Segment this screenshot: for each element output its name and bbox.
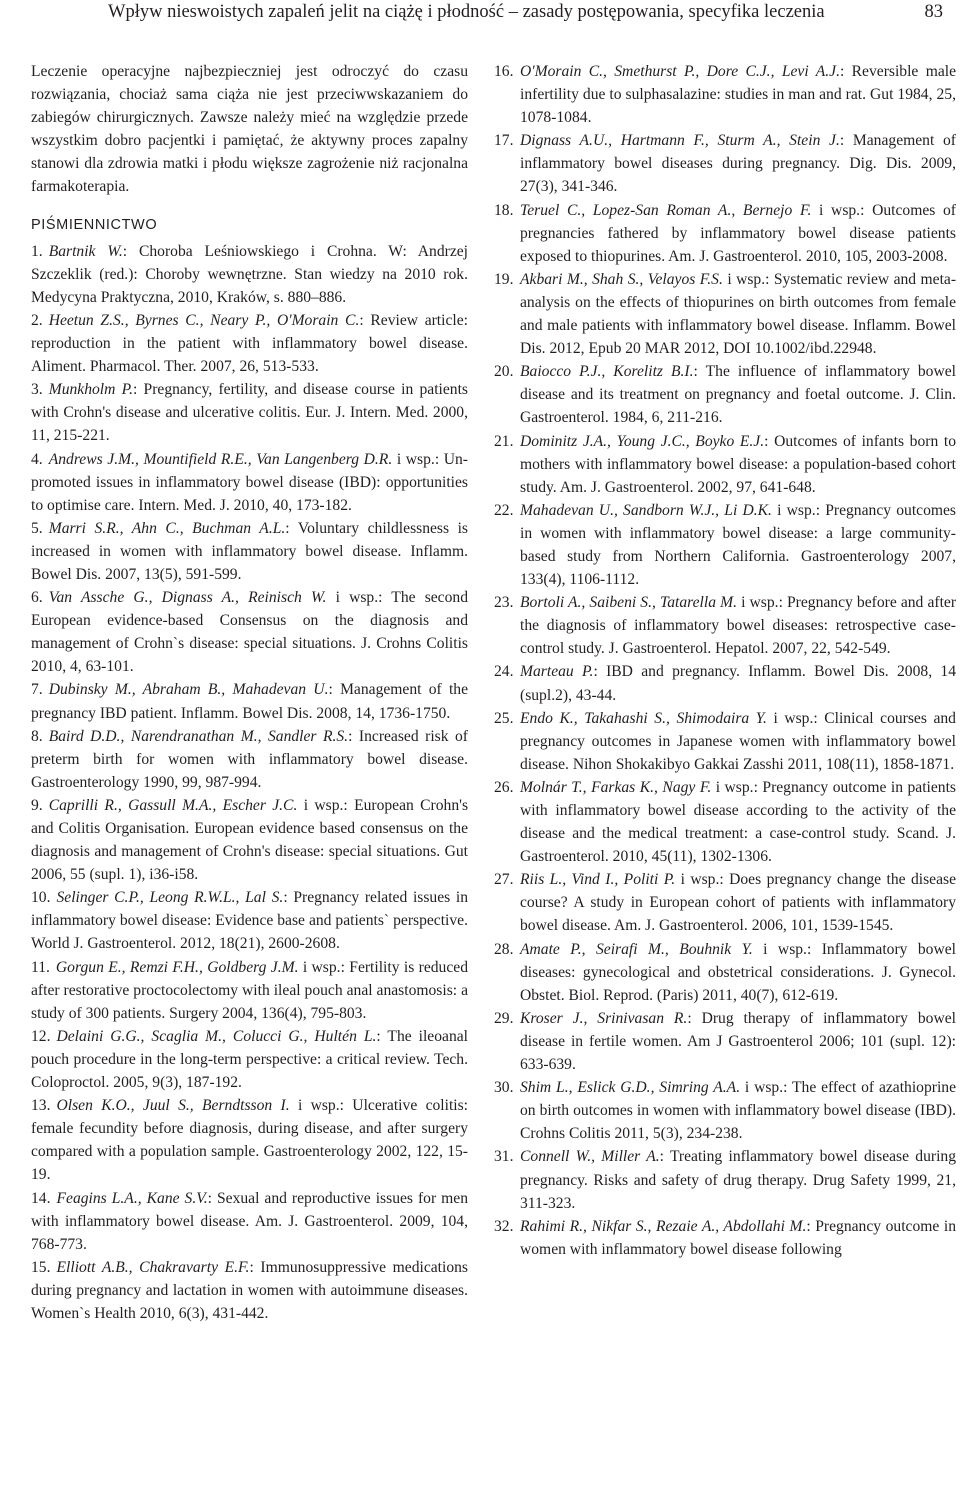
reference-authors-suffix: i wsp.	[737, 594, 779, 612]
reference-number: 30.	[494, 1079, 514, 1097]
reference-number: 3.	[31, 381, 43, 399]
reference-authors: Munkholm P.	[48, 381, 134, 399]
reference-text: : European Crohn's and Colitis Organisation. European evidence based consensus on the diagnosis and management of Crohn's disease: special situations. Gut 2006, 55 (supl. 1), i36-i58.	[31, 796, 469, 884]
reference-item	[494, 1007, 956, 1076]
reference-item	[494, 776, 956, 868]
reference-text: : Fertility is reduced after restorative proctocolectomy with ileal pouch anal anastomosis: a study of 300 patients. Surgery 2004, 136(4), 795-803.	[31, 958, 468, 1022]
reference-authors-suffix: i wsp.	[289, 1097, 340, 1115]
reference-item	[494, 660, 956, 706]
reference-authors: O'Morain C., Smethurst P., Dore C.J., Levi A.J.	[520, 63, 840, 80]
reference-authors: Connell W., Miller A.	[520, 1148, 660, 1166]
reference-text: : Pregnancy, fertility, and disease course in patients with Crohn's disease and ulcerative colitis. Eur. J. Intern. Med. 2000, 11, 215-221.	[31, 381, 468, 445]
reference-text: : Pregnancy outcome in women with inflammatory bowel disease following	[520, 1217, 956, 1258]
reference-number: 5.	[31, 519, 43, 537]
reference-text: : Pregnancy outcomes in women with inflammatory bowel disease: a large community-based study from Northern California. Gastroenterology 2007, 133(4), 1106-1112.	[520, 501, 956, 589]
reference-authors: Riis L., Vind I., Politi P.	[520, 871, 676, 889]
reference-item	[494, 360, 956, 429]
reference-authors: Kroser J., Srinivasan R.	[520, 1009, 688, 1027]
reference-authors-suffix: i wsp.	[771, 501, 816, 519]
reference-authors: Mahadevan U., Sandborn W.J., Li D.K.	[520, 501, 772, 519]
reference-authors-suffix: i wsp.	[811, 201, 861, 219]
reference-authors: Teruel C., Lopez-San Roman A., Bernejo F.	[520, 201, 812, 219]
reference-item	[31, 725, 468, 794]
reference-authors: Andrews J.M., Mountifield R.E., Van Langenberg D.R.	[48, 450, 393, 468]
reference-number: 12.	[31, 1027, 51, 1045]
reference-number: 4.	[31, 450, 43, 468]
reference-text: : IBD and pregnancy. Inflamm. Bowel Dis. 2008, 14 (supl.2), 43-44.	[520, 663, 957, 704]
right-column	[494, 60, 956, 1261]
running-header-title: Wpływ nieswoistych zapaleń jelit na ciążę i płodność – zasady postępowania, specyfika leczenia	[108, 2, 825, 22]
reference-authors: Amate P., Seirafi M., Bouhnik Y.	[520, 940, 753, 958]
reference-item	[494, 499, 956, 591]
reference-item	[494, 430, 956, 499]
reference-text: : Ulcerative colitis: female fecundity before diagnosis, during disease, and after surgery compared with a population sample. Gastroenterology 2002, 122, 15-19.	[31, 1097, 469, 1184]
reference-authors: Van Assche G., Dignass A., Reinisch W.	[48, 589, 327, 607]
reference-item	[494, 591, 956, 660]
reference-authors: Marteau P.	[520, 663, 594, 681]
reference-number: 14.	[31, 1189, 51, 1207]
reference-authors: Feagins L.A., Kane S.V.	[56, 1189, 208, 1207]
reference-text: : Pregnancy related issues in inflammatory bowel disease: Evidence base and patients` perspective. World J. Gastroenterol. 2012, 18(21), 2600-2608.	[31, 889, 469, 953]
reference-number: 2.	[31, 311, 43, 329]
reference-authors-suffix: i wsp.	[752, 940, 807, 958]
reference-authors: Molnár T., Farkas K., Nagy F.	[520, 778, 712, 796]
reference-text: : The second European evidence-based Consensus on the diagnosis and management of Crohn`s disease: special situations. J. Crohns Colitis 2010, 4, 63-101.	[31, 589, 468, 676]
reference-item	[31, 678, 468, 724]
reference-authors-suffix: i wsp.	[711, 778, 754, 796]
reference-text: : Clinical courses and pregnancy outcomes in Japanese women with inflammatory bowel disease. Nihon Shokakibyo Gakkai Zasshi 2011, 108(11), 1858-1871.	[520, 709, 956, 773]
reference-number: 16.	[494, 63, 514, 80]
intro-paragraph: Leczenie operacyjne najbezpieczniej jest odroczyć do czasu rozwiązania, chociaż sama ciąża nie jest przeciwwskazaniem do zabiegów chirurgicznych. Zawsze należy mieć na względzie przede wszystkim dobro pacjentki i pamiętać, że aktywny proces zapalny stanowi dla zdrowia matki i płodu większe zagrożenie niż racjonalna farmakoterapia.	[31, 63, 468, 196]
reference-number: 23.	[494, 594, 514, 612]
reference-item	[494, 129, 956, 198]
reference-number: 8.	[31, 727, 43, 745]
reference-text: : Un-promoted issues in inflammatory bowel disease (IBD): opportunities to optimise care. Intern. Med. J. 2010, 40, 173-182.	[31, 450, 469, 514]
reference-authors: Akbari M., Shah S., Velayos F.S.	[520, 270, 723, 288]
reference-authors-suffix: i wsp.	[740, 1079, 784, 1097]
reference-authors: Shim L., Eslick G.D., Simring A.A.	[520, 1079, 741, 1097]
reference-item	[494, 199, 956, 268]
section-heading-references: PIŚMIENNICTWO	[31, 216, 158, 233]
reference-number: 32.	[494, 1217, 514, 1235]
reference-item	[494, 1145, 956, 1214]
reference-text: : Immunosuppressive medications during pregnancy and lactation in women with autoimmune diseases. Women`s Health 2010, 6(3), 431-442.	[31, 1258, 468, 1322]
reference-authors-suffix: i wsp.	[298, 958, 341, 976]
reference-item	[31, 1094, 468, 1186]
reference-number: 6.	[31, 589, 43, 607]
reference-text: : Sexual and reproductive issues for men with inflammatory bowel disease. Am. J. Gastroenterol. 2009, 104, 768-773.	[31, 1189, 469, 1253]
reference-authors: Dignass A.U., Hartmann F., Sturm A., Stein J.	[520, 132, 840, 150]
reference-item	[31, 378, 468, 447]
reference-item	[494, 707, 956, 776]
reference-text: : Choroba Leśniowskiego i Crohna. W: Andrzej Szczeklik (red.): Choroby wewnętrzne. Stan wiedzy na 2010 rok. Medycyna Praktyczna, 2010, Kraków, s. 880–886.	[31, 242, 468, 306]
reference-text: : Voluntary childlessness is increased in women with inflammatory bowel disease. Inflamm. Bowel Dis. 2007, 13(5), 591-599.	[31, 519, 468, 583]
reference-number: 31.	[494, 1148, 514, 1166]
reference-item	[31, 886, 468, 955]
page-number: 83	[924, 2, 943, 22]
reference-number: 27.	[494, 871, 514, 889]
reference-authors-suffix: i wsp.	[675, 871, 720, 889]
reference-number: 17.	[494, 132, 514, 150]
reference-authors: Bortoli A., Saibeni S., Tatarella M.	[520, 594, 738, 612]
left-column	[31, 60, 468, 1325]
reference-item	[31, 1025, 468, 1094]
reference-text: : Management of inflammatory bowel diseases during pregnancy. Dig. Dis. 2009, 27(3), 341-346.	[520, 132, 956, 196]
reference-authors: Elliott A.B., Chakravarty E.F.	[56, 1258, 250, 1276]
reference-number: 13.	[31, 1097, 51, 1115]
reference-text: : The influence of inflammatory bowel disease and its treatment on pregnancy and foetal outcome. J. Clin. Gastroenterol. 1984, 6, 211-216.	[520, 363, 956, 427]
reference-authors: Gorgun E., Remzi F.H., Goldberg J.M.	[55, 958, 299, 976]
reference-number: 28.	[494, 940, 514, 958]
reference-item	[494, 268, 956, 360]
reference-text: : Reversible male infertility due to sulphasalazine: studies in man and rat. Gut 1984, 25, 1078-1084.	[520, 63, 956, 127]
reference-text: : Outcomes of pregnancies fathered by inflammatory bowel disease patients exposed to thiopurines. Am. J. Gastroenterol. 2010, 105, 2003-2008.	[520, 201, 956, 265]
reference-text: : Management of the pregnancy IBD patient. Inflamm. Bowel Dis. 2008, 14, 1736-1750.	[31, 681, 468, 722]
reference-item	[31, 240, 468, 309]
reference-item	[31, 448, 468, 517]
reference-number: 1.	[31, 242, 43, 260]
reference-number: 19.	[494, 270, 514, 288]
reference-number: 25.	[494, 709, 514, 727]
reference-number: 24.	[494, 663, 514, 681]
reference-authors: Dubinsky M., Abraham B., Mahadevan U.	[48, 681, 329, 699]
reference-item	[494, 60, 956, 129]
reference-item	[31, 517, 468, 586]
reference-number: 29.	[494, 1009, 514, 1027]
reference-text: : Outcomes of infants born to mothers with inflammatory bowel disease: a population-based cohort study. Am. J. Gastroenterol. 2002, 97, 641-648.	[520, 432, 957, 496]
reference-authors-suffix: i wsp.	[326, 589, 379, 607]
reference-item	[31, 956, 468, 1025]
reference-authors: Marri S.R., Ahn C., Buchman A.L.	[48, 519, 286, 537]
reference-text: : Drug therapy of inflammatory bowel disease in fertile women. Am J Gastroenterol 2006; 101 (supl. 12): 633-639.	[520, 1009, 956, 1074]
reference-item	[31, 1187, 468, 1256]
reference-number: 10.	[31, 889, 51, 907]
reference-list-left	[31, 240, 468, 1325]
reference-number: 9.	[31, 796, 43, 814]
reference-item	[31, 309, 468, 378]
reference-authors: Delaini G.G., Scaglia M., Colucci G., Hultén L.	[56, 1027, 377, 1045]
reference-authors: Bartnik W.	[48, 242, 123, 260]
reference-text: : Treating inflammatory bowel disease during pregnancy. Risks and safety of drug therapy. Drug Safety 1999, 21, 311-323.	[520, 1148, 956, 1212]
reference-list-right	[494, 60, 956, 1261]
reference-item	[494, 938, 956, 1007]
reference-authors-suffix: i wsp.	[766, 709, 814, 727]
reference-authors: Selinger C.P., Leong R.W.L., Lal S.	[56, 889, 284, 907]
reference-text: : Does pregnancy change the disease course? A study in European cohort of patients with inflammatory bowel disease. Am. J. Gastroenterol. 2006, 101, 1539-1545.	[520, 871, 956, 935]
reference-number: 15.	[31, 1258, 51, 1276]
reference-text: : Increased risk of preterm birth for women with inflammatory bowel disease. Gastroenterology 1990, 99, 987-994.	[31, 727, 468, 791]
reference-authors: Baird D.D., Narendranathan M., Sandler R.S.	[48, 727, 349, 745]
reference-number: 7.	[31, 681, 43, 699]
reference-number: 21.	[494, 432, 514, 450]
reference-authors: Endo K., Takahashi S., Shimodaira Y.	[520, 709, 767, 727]
reference-text: : Review article: reproduction in the patient with inflammatory bowel disease. Aliment. Pharmacol. Ther. 2007, 26, 513-533.	[31, 311, 468, 376]
reference-text: : Pregnancy outcome in patients with inflammatory bowel disease according to the activity of the disease and the medical treatment: a case-control study. Scand. J. Gastroenterol. 2010, 45(11), 1302-1306.	[520, 778, 956, 866]
reference-text: : Pregnancy before and after the diagnosis of inflammatory bowel diseases: retrospective case-control study. J. Gastroenterol. Hepatol. 2007, 22, 542-549.	[520, 594, 957, 658]
reference-item	[494, 868, 956, 937]
reference-item	[494, 1215, 956, 1261]
reference-authors: Dominitz J.A., Young J.C., Boyko E.J.	[520, 432, 765, 450]
reference-authors-suffix: i wsp.	[392, 450, 435, 468]
reference-authors: Heetun Z.S., Byrnes C., Neary P., O'Morain C.	[48, 311, 360, 329]
reference-item	[31, 1256, 468, 1325]
reference-number: 22.	[494, 501, 514, 519]
reference-authors-suffix: i wsp.	[722, 270, 766, 288]
reference-authors: Baiocco P.J., Korelitz B.I.	[520, 363, 694, 381]
reference-number: 20.	[494, 363, 514, 381]
reference-text: : The effect of azathioprine on birth outcomes in women with inflammatory bowel disease (IBD). Crohns Colitis 2011, 5(3), 234-238.	[520, 1079, 957, 1143]
reference-item	[494, 1076, 956, 1145]
reference-number: 11.	[31, 958, 50, 976]
reference-authors: Caprilli R., Gassull M.A., Escher J.C.	[48, 796, 298, 814]
reference-authors-suffix: i wsp.	[297, 796, 344, 814]
reference-text: : Inflammatory bowel diseases: gynecological and obstetrical considerations. J. Gynecol. Obstet. Biol. Reprod. (Paris) 2011, 40(7), 612-619.	[520, 940, 956, 1004]
reference-number: 18.	[494, 201, 514, 219]
reference-number: 26.	[494, 778, 514, 796]
reference-item	[31, 586, 468, 678]
reference-text: : Systematic review and meta-analysis on the effects of thiopurines on birth outcomes from female and male patients with inflammatory bowel disease. Inflamm. Bowel Dis. 2012, Epub 20 MAR 2012, DOI 10.1002/ibd.22948.	[520, 270, 957, 358]
reference-item	[31, 794, 468, 886]
reference-text: : The ileoanal pouch procedure in the long-term perspective: a critical review. Tech. Coloproctol. 2005, 9(3), 187-192.	[31, 1027, 468, 1092]
reference-authors: Olsen K.O., Juul S., Berndtsson I.	[56, 1097, 290, 1115]
running-header	[0, 2, 960, 28]
reference-authors: Rahimi R., Nikfar S., Rezaie A., Abdollahi M.	[520, 1217, 807, 1235]
